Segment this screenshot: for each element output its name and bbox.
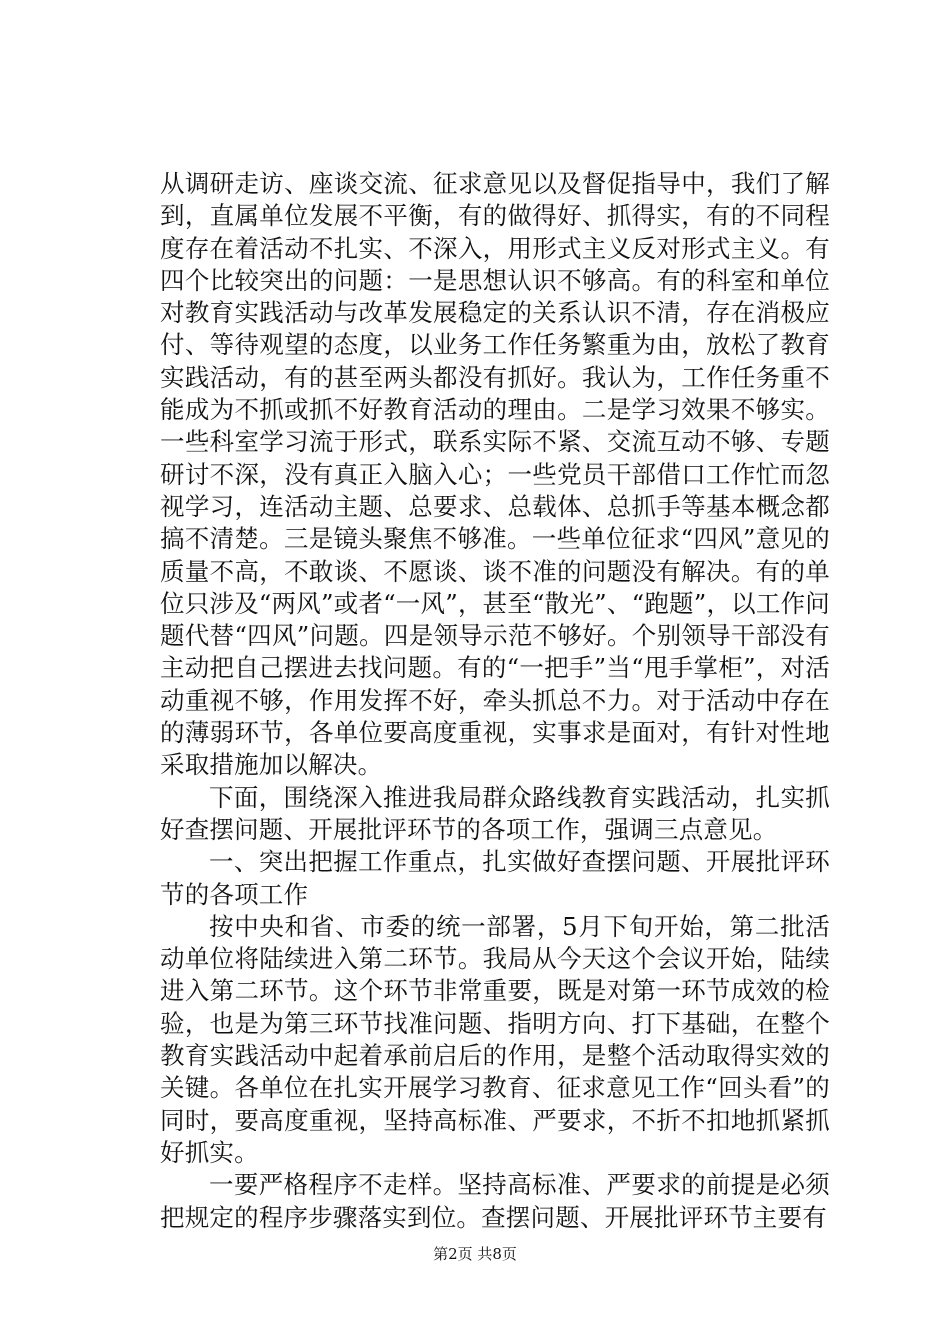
paragraph-intro-opinions: 下面，围绕深入推进我局群众路线教育实践活动，扎实抓好查摆问题、开展批评环节的各项工作，强调三点意见。 (160, 782, 830, 844)
document-body (160, 168, 830, 1234)
section-heading-1: 一、突出把握工作重点，扎实做好查摆问题、开展批评环节的各项工作 (160, 847, 830, 909)
paragraph-problems: 从调研走访、座谈交流、征求意见以及督促指导中，我们了解到，直属单位发展不平衡，有的做得好、抓得实，有的不同程度存在着活动不扎实、不深入，用形式主义反对形式主义。有四个比较突出的问题：一是思想认识不够高。有的科室和单位对教育实践活动与改革发展稳定的关系认识不清，存在消极应付、等待观望的态度，以业务工作任务繁重为由，放松了教育实践活动，有的甚至两头都没有抓好。我认为，工作任务重不能成为不抓或抓不好教育活动的理由。二是学习效果不够实。一些科室学习流于形式，联系实际不紧、交流互动不够、专题研讨不深，没有真正入脑入心；一些党员干部借口工作忙而忽视学习，连活动主题、总要求、总载体、总抓手等基本概念都搞不清楚。三是镜头聚焦不够准。一些单位征求“四风”意见的质量不高，不敢谈、不愿谈、谈不准的问题没有解决。有的单位只涉及“两风”或者“一风”，甚至“散光”、“跑题”，以工作问题代替“四风”问题。四是领导示范不够好。个别领导干部没有主动把自己摆进去找问题。有的“一把手”当“甩手掌柜”，对活动重视不够，作用发挥不好，牵头抓总不力。对于活动中存在的薄弱环节，各单位要高度重视，实事求是面对，有针对性地采取措施加以解决。 (160, 169, 830, 780)
page-number-footer: 第2页 共8页 (433, 1245, 517, 1263)
paragraph-strict-procedure: 一要严格程序不走样。坚持高标准、严要求的前提是必须把规定的程序步骤落实到位。查摆问题、开展批评环节主要有 (160, 1170, 830, 1232)
paragraph-deployment: 按中央和省、市委的统一部署，5月下旬开始，第二批活动单位将陆续进入第二环节。我局从今天这个会议开始，陆续进入第二环节。这个环节非常重要，既是对第一环节成效的检验，也是为第三环节找准问题、指明方向、打下基础，在整个教育实践活动中起着承前启后的作用，是整个活动取得实效的关键。各单位在扎实开展学习教育、征求意见工作“回头看”的同时，要高度重视，坚持高标准、严要求，不折不扣地抓紧抓好抓实。 (160, 911, 830, 1167)
